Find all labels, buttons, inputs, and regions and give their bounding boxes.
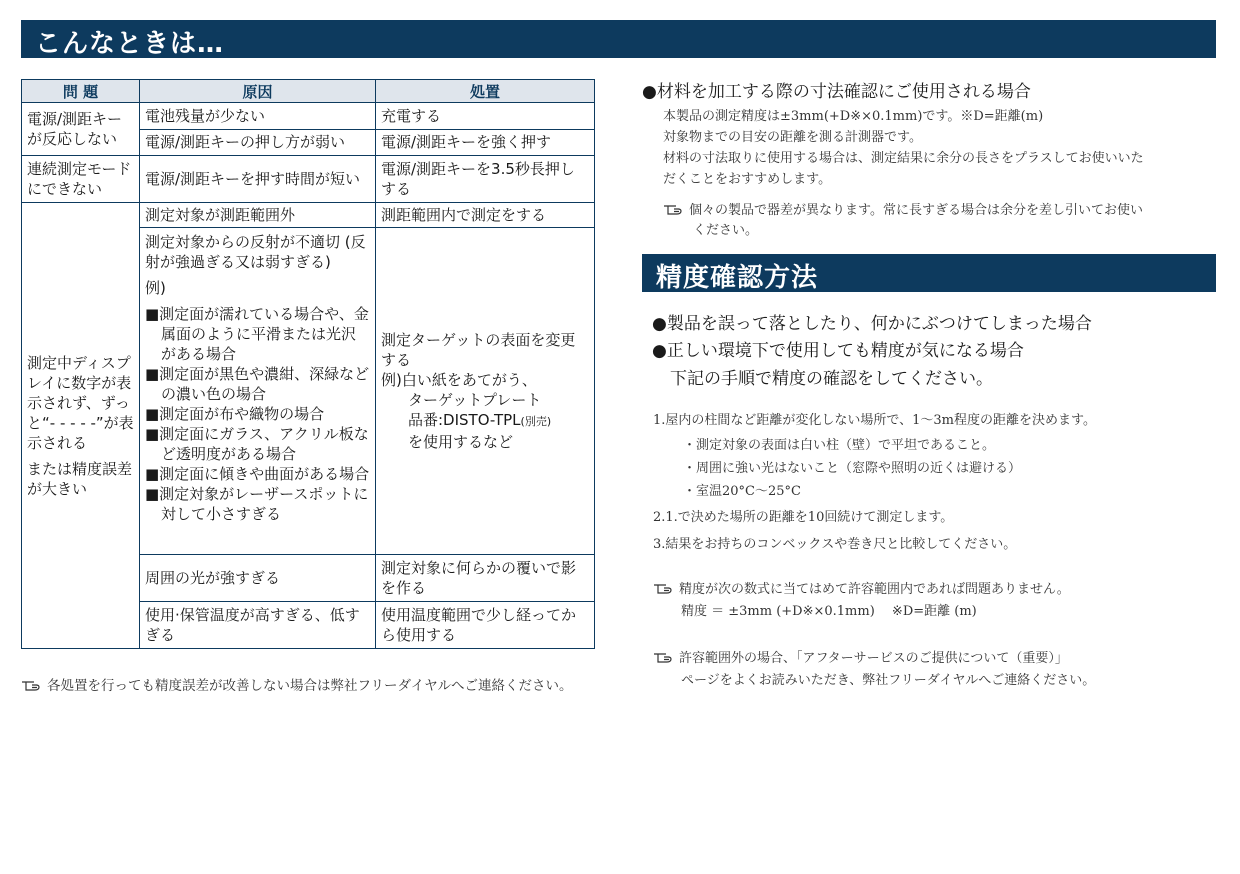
accuracy-bullet: ●製品を誤って落としたり、何かにぶつけてしまった場合: [652, 314, 1092, 334]
troubleshooting-table: [21, 79, 595, 649]
list-item: ・室温20°C〜25°C: [683, 484, 801, 499]
cause-cell-reflection: [140, 228, 376, 555]
problem-display-text: 測定中ディスプレイに数字が表示されず、ずっと“- - - - -”が表示される: [27, 353, 134, 452]
remedy-use-text: を使用するなど: [408, 433, 514, 451]
header-remedy: 処置: [376, 80, 595, 103]
section-banner-troubleshooting: [21, 20, 1216, 58]
material-line: 対象物までの目安の距離を測る計測器です。: [663, 130, 922, 145]
remedy-target-main: 測定ターゲットの表面を変更する: [381, 331, 576, 369]
table-row: [22, 103, 595, 130]
accuracy-instruction: 下記の手順で精度の確認をしてください。: [670, 369, 993, 389]
support-note-line1: 許容範囲外の場合、「アフターサービスのご提供について（重要）」: [679, 651, 1068, 666]
list-item: ・周囲に強い光はないこと（窓際や照明の近くは避ける）: [683, 461, 1022, 476]
formula-text: 精度 ＝ ±3mm (+D※×0.1mm) ※D=距離 (m): [681, 604, 977, 619]
header-cause: 原因: [140, 80, 376, 103]
step-2: 2.1.で決めた場所の距離を10回続けて測定します。: [653, 510, 954, 525]
pointing-hand-icon: [653, 651, 673, 663]
step-1: 1.屋内の柱間など距離が変化しない場所で、1〜3m程度の距離を決めます。: [653, 413, 1096, 428]
left-footnote: [21, 675, 573, 697]
table-row: [22, 203, 595, 228]
material-line: 本製品の測定精度は±3mm(+D※×0.1mm)です。※D=距離(m): [663, 109, 1044, 124]
left-footnote-text: 各処置を行っても精度誤差が改善しない場合は弊社フリーダイヤルへご連絡ください。: [47, 678, 573, 694]
cause-cell: 測定対象が測距範囲外: [140, 203, 376, 228]
part-number-text: 品番:DISTO-TPL: [408, 411, 521, 429]
material-note-line2: ください。: [693, 223, 759, 238]
remedy-example: 例)白い紙をあてがう、: [381, 371, 537, 389]
problem-cell-display: [22, 203, 140, 649]
support-note-line2: ページをよくお読みいただき、弊社フリーダイヤルへご連絡ください。: [681, 673, 1096, 688]
material-paragraph: [663, 106, 1144, 190]
list-item: ■測定面にガラス、アクリル板など透明度がある場合: [145, 425, 369, 463]
cause-cell: 電源/測距キーを押す時間が短い: [140, 156, 376, 203]
step-3: 3.結果をお持ちのコンベックスや巻き尺と比較してください。: [653, 537, 1017, 552]
list-item: ■測定面が濡れている場合や、金属面のように平滑または光沢がある場合: [145, 305, 369, 363]
remedy-cell: 充電する: [376, 103, 595, 130]
problem-accuracy-text: または精度誤差が大きい: [27, 459, 133, 498]
list-item: ■測定面が黒色や濃紺、深緑などの濃い色の場合: [145, 365, 370, 403]
sold-separately-label: (別売): [520, 415, 552, 428]
material-note: [663, 200, 1143, 240]
material-line: 材料の寸法取りに使用する場合は、測定結果に余分の長さをプラスしてお使いいた: [663, 151, 1144, 166]
banner-title: 精度確認方法: [656, 263, 819, 293]
banner-title: こんなときは…: [35, 29, 225, 59]
problem-cell: 電源/測距キーが反応しない: [22, 103, 140, 156]
accuracy-note-formula: [653, 579, 1070, 623]
pointing-hand-icon: [21, 679, 41, 691]
material-note-line1: 個々の製品で器差が異なります。常に長すぎる場合は余分を差し引いてお使い: [689, 203, 1143, 218]
cause-cell: 電池残量が少ない: [140, 103, 376, 130]
cause-example-label: 例): [145, 279, 166, 297]
remedy-target-plate: ターゲットプレート: [408, 391, 542, 409]
material-heading: ●材料を加工する際の寸法確認にご使用される場合: [642, 82, 1031, 102]
step-1-conditions: [683, 434, 1021, 503]
list-item: ■測定面に傾きや曲面がある場合: [145, 465, 370, 483]
cause-reflection-main: 測定対象からの反射が不適切 (反射が強過ぎる又は弱すぎる): [145, 233, 366, 271]
pointing-hand-icon: [663, 203, 683, 215]
accuracy-bullet: ●正しい環境下で使用しても精度が気になる場合: [652, 341, 1024, 361]
list-item: ■測定対象がレーザースポットに対して小さすぎる: [145, 485, 369, 523]
pointing-hand-icon: [653, 582, 673, 594]
accuracy-note-support: [653, 648, 1095, 692]
formula-note-line1: 精度が次の数式に当てはめて許容範囲内であれば問題ありません。: [679, 582, 1070, 597]
material-line: だくことをおすすめします。: [663, 172, 832, 187]
header-problem: 問 題: [22, 80, 140, 103]
section-banner-accuracy: [642, 254, 1216, 292]
list-item: ■測定面が布や織物の場合: [145, 405, 325, 423]
problem-cell: 連続測定モードにできない: [22, 156, 140, 203]
remedy-cell: 測距範囲内で測定をする: [376, 203, 595, 228]
remedy-part-number: [381, 410, 589, 432]
cause-cell: 周囲の光が強すぎる: [140, 555, 376, 602]
list-item: ・測定対象の表面は白い柱（壁）で平坦であること。: [683, 438, 996, 453]
table-row: [22, 156, 595, 203]
table-header-row: [22, 80, 595, 103]
remedy-cell-target: [376, 228, 595, 555]
remedy-cell: 使用温度範囲で少し経ってから使用する: [376, 602, 595, 649]
remedy-cell: 電源/測距キーを強く押す: [376, 129, 595, 156]
remedy-cell: 測定対象に何らかの覆いで影を作る: [376, 555, 595, 602]
cause-cell: 電源/測距キーの押し方が弱い: [140, 129, 376, 156]
remedy-cell: 電源/測距キーを3.5秒長押しする: [376, 156, 595, 203]
cause-cell: 使用·保管温度が高すぎる、低すぎる: [140, 602, 376, 649]
